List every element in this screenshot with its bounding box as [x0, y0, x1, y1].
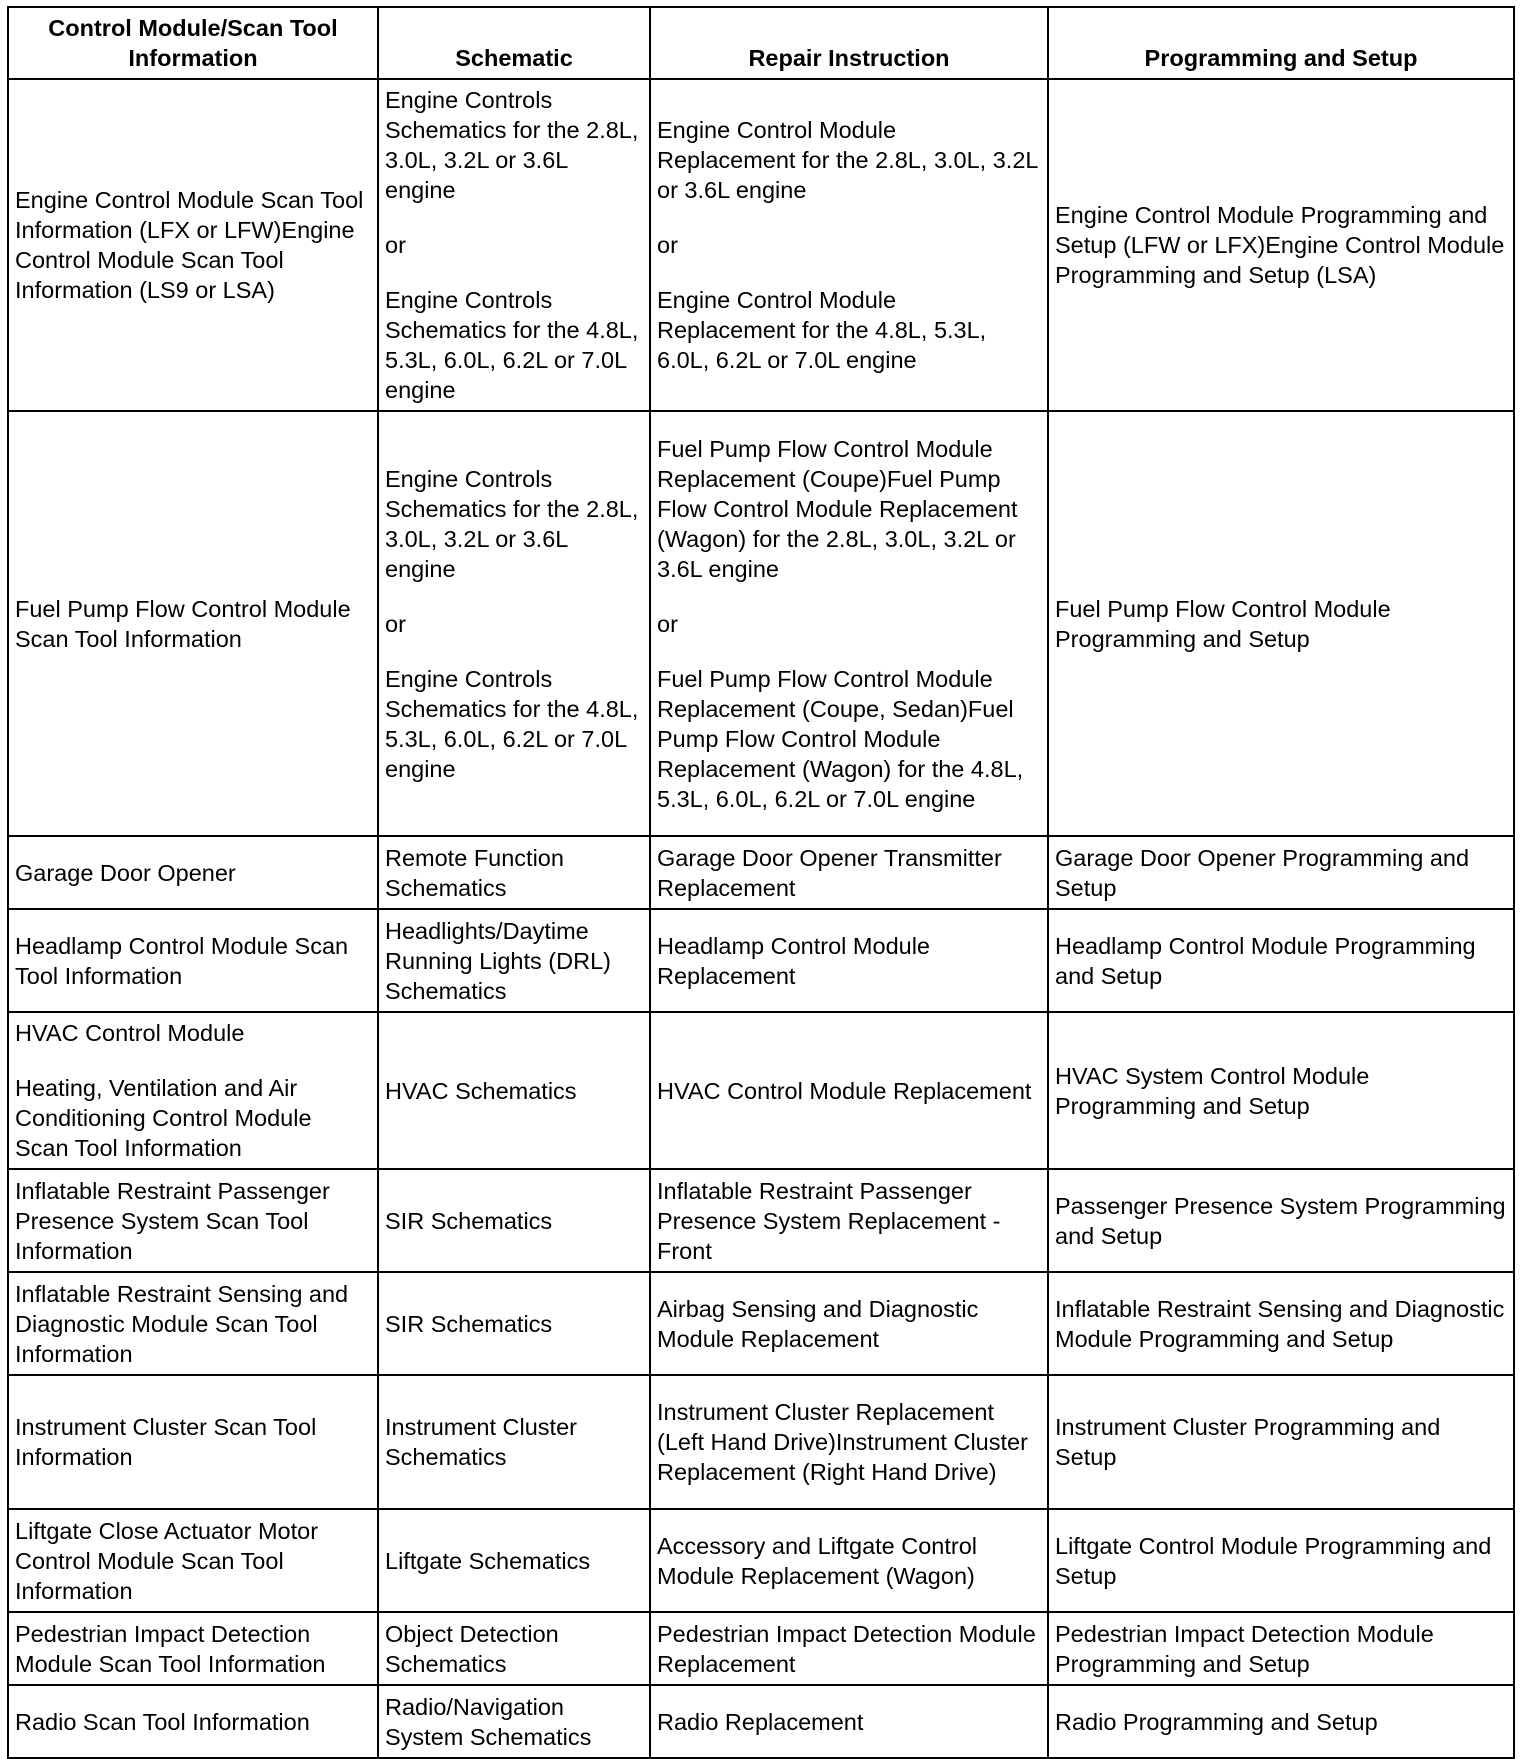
cell-text: HVAC Schematics	[385, 1077, 577, 1104]
cell-text: Engine Controls Schematics for the 4.8L, 5.3L, 6.0L, 6.2L or 7.0L engine	[385, 665, 639, 782]
table-row	[8, 1272, 1514, 1375]
schematic-cell	[378, 1375, 650, 1509]
cell-text: Headlamp Control Module Programming and Setup	[1055, 932, 1476, 989]
schematic-cell	[378, 909, 650, 1012]
repair-instruction-cell	[650, 1012, 1048, 1169]
cell-text: Engine Control Module Replacement for the 4.8L, 5.3L, 6.0L, 6.2L or 7.0L engine	[657, 287, 987, 373]
repair-instruction-cell	[650, 411, 1048, 836]
table-row	[8, 1012, 1514, 1169]
cell-text: Object Detection Schematics	[385, 1620, 559, 1677]
cell-text: Liftgate Schematics	[385, 1547, 591, 1574]
cell-text: Instrument Cluster Scan Tool Information	[15, 1414, 317, 1470]
schematic-cell	[378, 1272, 650, 1375]
schematic-cell	[378, 1012, 650, 1169]
cell-text: or	[385, 610, 406, 637]
repair-instruction-cell	[650, 1169, 1048, 1272]
programming-setup-cell	[1048, 79, 1514, 411]
programming-setup-cell	[1048, 411, 1514, 836]
programming-setup-cell	[1048, 1612, 1514, 1685]
cell-text: Remote Function Schematics	[385, 844, 564, 901]
cell-text: Headlamp Control Module Scan Tool Information	[15, 932, 349, 989]
header-repair-instruction: Repair Instruction	[650, 7, 1048, 79]
table-row	[8, 1685, 1514, 1758]
cell-text: Engine Controls Schematics for the 2.8L, 3.0L, 3.2L or 3.6L engine	[385, 87, 639, 203]
cell-text: Instrument Cluster Replacement (Left Hand Drive)Instrument Cluster Replacement (Right Hand Drive)	[657, 1399, 1028, 1485]
table-body	[8, 79, 1514, 1758]
cell-text: Engine Control Module Programming and Setup (LFW or LFX)Engine Control Module Programming and Setup (LSA)	[1055, 202, 1505, 288]
repair-instruction-cell	[650, 909, 1048, 1012]
cell-text: Airbag Sensing and Diagnostic Module Replacement	[657, 1295, 979, 1352]
module-cell	[8, 1272, 378, 1375]
cell-text: Radio Programming and Setup	[1055, 1708, 1378, 1735]
cell-text: HVAC Control Module Replacement	[657, 1077, 1032, 1104]
table-row	[8, 836, 1514, 909]
cell-text: Pedestrian Impact Detection Module Replacement	[657, 1620, 1036, 1677]
module-cell	[8, 411, 378, 836]
schematic-cell	[378, 411, 650, 836]
header-row	[8, 7, 1514, 79]
schematic-cell	[378, 1685, 650, 1758]
module-cell	[8, 836, 378, 909]
cell-text: Engine Control Module Scan Tool Information (LFX or LFW)Engine Control Module Scan Tool Information (LS9 or LSA)	[15, 187, 364, 303]
programming-setup-cell	[1048, 909, 1514, 1012]
programming-setup-cell	[1048, 836, 1514, 909]
cell-text: Liftgate Control Module Programming and Setup	[1055, 1532, 1492, 1589]
header-schematic: Schematic	[378, 7, 650, 79]
cell-text: Fuel Pump Flow Control Module Programming and Setup	[1055, 595, 1391, 652]
cell-text: or	[657, 610, 678, 637]
schematic-cell	[378, 1169, 650, 1272]
module-cell	[8, 1612, 378, 1685]
module-cell	[8, 1169, 378, 1272]
programming-setup-cell	[1048, 1272, 1514, 1375]
cell-text: Engine Control Module Replacement for the 2.8L, 3.0L, 3.2L or 3.6L engine	[657, 117, 1038, 203]
cell-text: Radio Scan Tool Information	[15, 1708, 310, 1735]
module-cell	[8, 1012, 378, 1169]
cell-text: Liftgate Close Actuator Motor Control Module Scan Tool Information	[15, 1517, 319, 1604]
table-row	[8, 1375, 1514, 1509]
table-row	[8, 79, 1514, 411]
cell-text: Inflatable Restraint Passenger Presence System Replacement - Front	[657, 1177, 1001, 1264]
table-row	[8, 1509, 1514, 1612]
cell-text: Inflatable Restraint Sensing and Diagnostic Module Programming and Setup	[1055, 1295, 1505, 1352]
cell-text: SIR Schematics	[385, 1207, 553, 1234]
cell-text: Headlights/Daytime Running Lights (DRL) Schematics	[385, 917, 611, 1004]
cell-text: Engine Controls Schematics for the 4.8L, 5.3L, 6.0L, 6.2L or 7.0L engine	[385, 287, 639, 403]
cell-text: Inflatable Restraint Passenger Presence System Scan Tool Information	[15, 1177, 330, 1264]
schematic-cell	[378, 79, 650, 411]
schematic-cell	[378, 1509, 650, 1612]
cell-text: Engine Controls Schematics for the 2.8L, 3.0L, 3.2L or 3.6L engine	[385, 465, 639, 582]
cell-text: Fuel Pump Flow Control Module Scan Tool Information	[15, 595, 351, 652]
cell-text: HVAC Control Module	[15, 1020, 245, 1046]
header-control-module: Control Module/Scan Tool Information	[8, 7, 378, 79]
repair-instruction-cell	[650, 1272, 1048, 1375]
schematic-cell	[378, 1612, 650, 1685]
repair-instruction-cell	[650, 1375, 1048, 1509]
cell-text: or	[657, 232, 678, 258]
cell-text: Garage Door Opener	[15, 859, 236, 886]
cell-text: HVAC System Control Module Programming and Setup	[1055, 1062, 1370, 1119]
cell-text: Pedestrian Impact Detection Module Scan Tool Information	[15, 1620, 326, 1677]
module-cell	[8, 1375, 378, 1509]
cell-text: Accessory and Liftgate Control Module Replacement (Wagon)	[657, 1532, 978, 1589]
cell-text: Instrument Cluster Programming and Setup	[1055, 1414, 1441, 1470]
programming-setup-cell	[1048, 1375, 1514, 1509]
schematic-cell	[378, 836, 650, 909]
control-module-info-table	[7, 6, 1515, 1759]
table-header	[8, 7, 1514, 79]
module-cell	[8, 1509, 378, 1612]
table-row	[8, 1612, 1514, 1685]
module-cell	[8, 1685, 378, 1758]
cell-text: Radio Replacement	[657, 1708, 864, 1735]
cell-text: Heating, Ventilation and Air Conditioning Control Module Scan Tool Information	[15, 1075, 312, 1161]
cell-text: SIR Schematics	[385, 1310, 553, 1337]
repair-instruction-cell	[650, 1509, 1048, 1612]
table-row	[8, 909, 1514, 1012]
cell-text: Fuel Pump Flow Control Module Replacement (Coupe, Sedan)Fuel Pump Flow Control Module Replacement (Wagon) for the 4.8L, 5.3L, 6.0L, 6.2L or 7.0L engine	[657, 665, 1024, 812]
programming-setup-cell	[1048, 1509, 1514, 1612]
table-row	[8, 1169, 1514, 1272]
repair-instruction-cell	[650, 836, 1048, 909]
repair-instruction-cell	[650, 1612, 1048, 1685]
programming-setup-cell	[1048, 1012, 1514, 1169]
cell-text: Instrument Cluster Schematics	[385, 1414, 577, 1470]
repair-instruction-cell	[650, 79, 1048, 411]
cell-text: Inflatable Restraint Sensing and Diagnostic Module Scan Tool Information	[15, 1280, 349, 1367]
cell-text: Fuel Pump Flow Control Module Replacement (Coupe)Fuel Pump Flow Control Module Replacement (Wagon) for the 2.8L, 3.0L, 3.2L or 3.6L engine	[657, 435, 1018, 582]
cell-text: Headlamp Control Module Replacement	[657, 932, 931, 989]
cell-text: Pedestrian Impact Detection Module Programming and Setup	[1055, 1620, 1434, 1677]
repair-instruction-cell	[650, 1685, 1048, 1758]
cell-text: Garage Door Opener Transmitter Replacement	[657, 844, 1002, 901]
cell-text: Passenger Presence System Programming and Setup	[1055, 1192, 1506, 1249]
programming-setup-cell	[1048, 1685, 1514, 1758]
table-row	[8, 411, 1514, 836]
cell-text: or	[385, 232, 406, 258]
cell-text: Radio/Navigation System Schematics	[385, 1693, 592, 1750]
header-programming-setup: Programming and Setup	[1048, 7, 1514, 79]
module-cell	[8, 79, 378, 411]
module-cell	[8, 909, 378, 1012]
programming-setup-cell	[1048, 1169, 1514, 1272]
cell-text: Garage Door Opener Programming and Setup	[1055, 844, 1470, 901]
